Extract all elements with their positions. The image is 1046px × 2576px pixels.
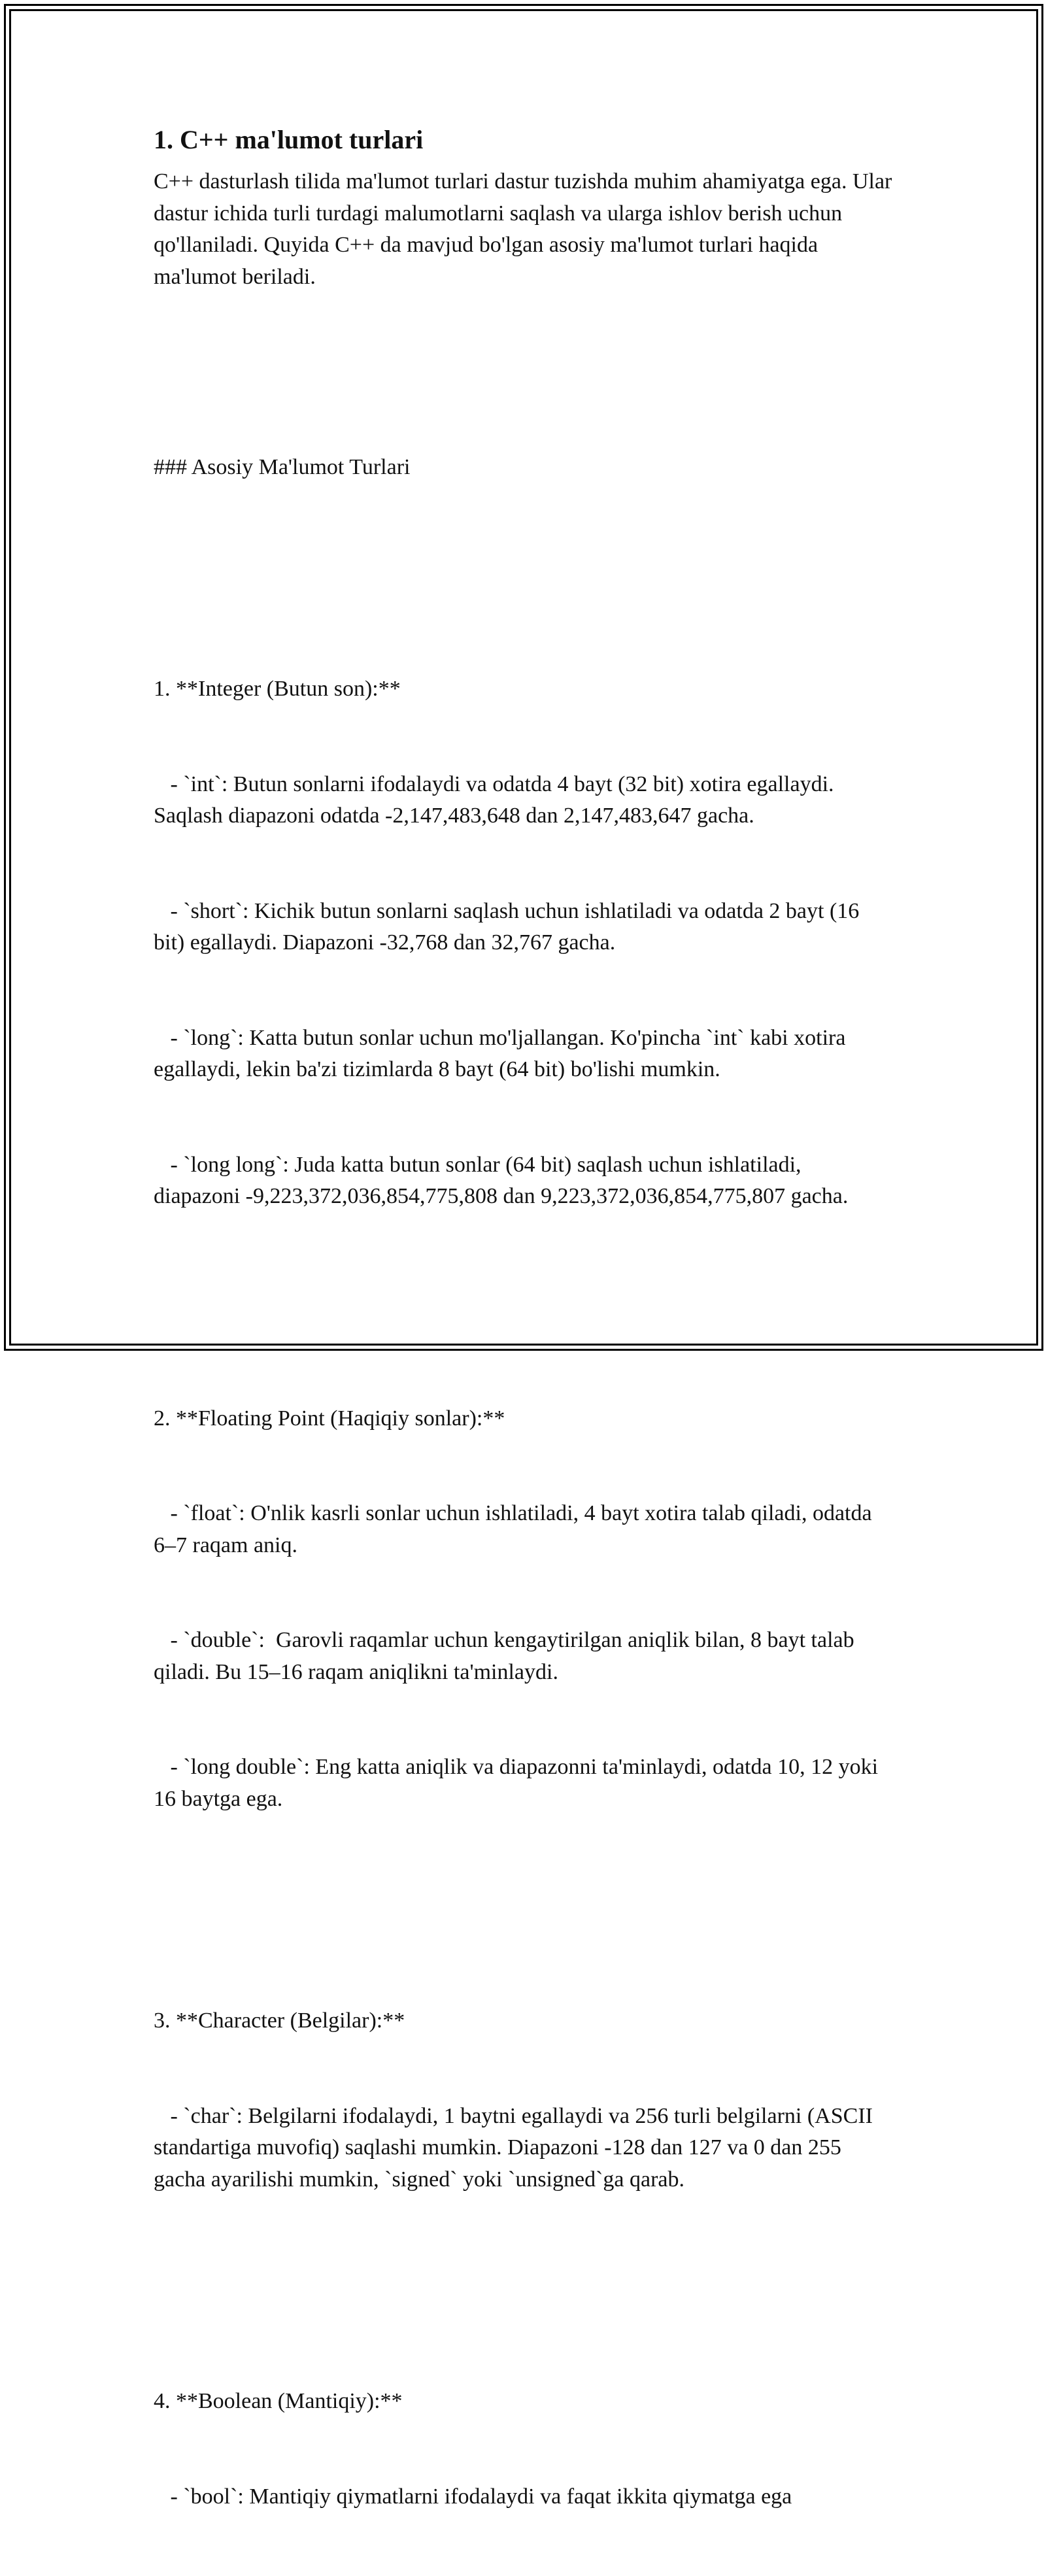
spacer: [154, 2259, 892, 2291]
section-boolean-heading: 4. **Boolean (Mantiqiy):**: [154, 2389, 403, 2413]
document-body: [154, 122, 898, 2576]
spacer: [154, 1878, 892, 1910]
spacer: [154, 356, 892, 388]
section-integer-heading: 1. **Integer (Butun son):**: [154, 677, 401, 701]
document-sections: [154, 293, 892, 2576]
list-item-short: - `short`: Kichik butun sonlarni saqlash uchun ishlatiladi va odatda 2 bayt (16 bit) egallaydi. Diapazoni -32,768 dan 32,767 gacha.: [154, 898, 865, 955]
list-item-float: - `float`: O'nlik kasrli sonlar uchun ishlatiladi, 4 bayt xotira talab qiladi, odatda 6–7 raqam aniq.: [154, 1501, 878, 1557]
list-item-int: - `int`: Butun sonlarni ifodalaydi va odatda 4 bayt (32 bit) xotira egallaydi. Saqlash diapazoni odatda -2,147,483,648 dan 2,147,483,647 gacha.: [154, 771, 840, 828]
subheading: ### Asosiy Ma'lumot Turlari: [154, 454, 411, 479]
list-item-bool: - `bool`: Mantiqiy qiymatlarni ifodalaydi va faqat ikkita qiymatga ega: [154, 2484, 792, 2509]
list-item-long-long: - `long long`: Juda katta butun sonlar (64 bit) saqlash uchun ishlatiladi, diapazoni -9,223,372,036,854,775,808 dan 9,223,372,036,854,775,807 gacha.: [154, 1152, 849, 1208]
list-item-long: - `long`: Katta butun sonlar uchun mo'ljallangan. Ko'pincha `int` kabi xotira egallaydi, lekin ba'zi tizimlarda 8 bayt (64 bit) bo'lishi mumkin.: [154, 1025, 851, 1081]
list-item-char: - `char`: Belgilarni ifodalaydi, 1 baytni egallaydi va 256 turli belgilarni (ASCII standartiga muvofiq) saqlashi mumkin. Diapazoni -128 dan 127 va 0 dan 255 gacha ayarilishi mumkin, `signed` yoki `unsigned`ga qarab.: [154, 2103, 879, 2192]
spacer: [154, 1276, 892, 1308]
spacer: [154, 547, 892, 579]
section-floating-heading: 2. **Floating Point (Haqiqiy sonlar):**: [154, 1406, 505, 1431]
intro-paragraph: C++ dasturlash tilida ma'lumot turlari dastur tuzishda muhim ahamiyatga ega. Ular dastur ichida turli turdagi malumotlarni saqlash va ularga ishlov berish uchun qo'llaniladi. Quyida C++ da mavjud bo'lgan asosiy ma'lumot turlari haqida ma'lumot beriladi.: [154, 169, 898, 289]
document-title: 1. C++ ma'lumot turlari: [154, 125, 424, 154]
section-character-heading: 3. **Character (Belgilar):**: [154, 2008, 405, 2033]
list-item-long-double: - `long double`: Eng katta aniqlik va diapazonni ta'minlaydi, odatda 10, 12 yoki 16 baytga ega.: [154, 1755, 884, 1811]
list-item-double: - `double`: Garovli raqamlar uchun kengaytirilgan aniqlik bilan, 8 bayt talab qiladi. Bu 15–16 raqam aniqlikni ta'minlaydi.: [154, 1628, 860, 1684]
